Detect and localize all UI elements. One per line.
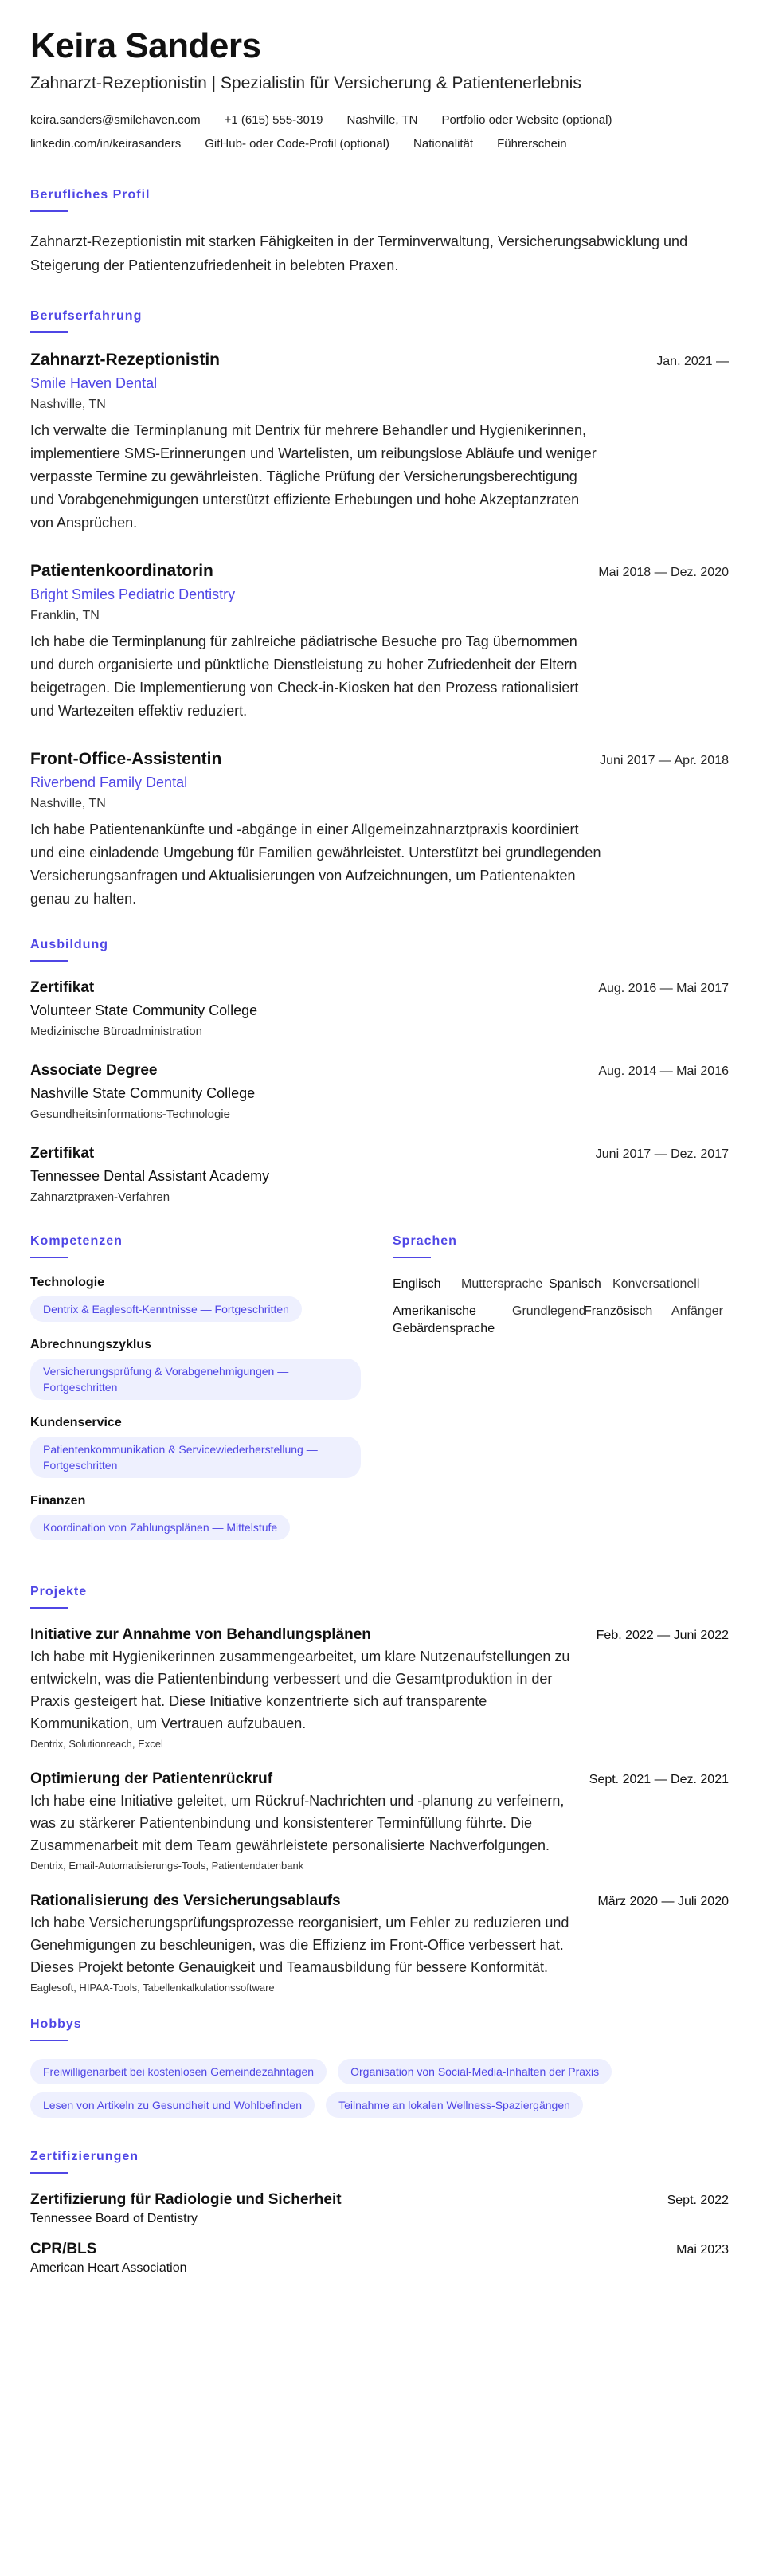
language-name: Englisch (393, 1277, 441, 1291)
education-dates: Aug. 2016 — Mai 2017 (598, 982, 729, 995)
skills-section (30, 1234, 361, 1556)
job-entry (30, 351, 729, 535)
certification-issuer: Tennessee Board of Dentistry (30, 2212, 198, 2225)
skill-pill: Koordination von Zahlungsplänen — Mittelstufe (30, 1515, 290, 1540)
job-description: Ich verwalte die Terminplanung mit Dentrix für mehrere Behandler und Hygienikerinnen, implementiere SMS-Erinnerungen und Wartelisten, um reibungslose Abläufe und weniger verpasste Termine zu gewährleisten. Tägliche Prüfung der Versicherungsberechtigung und Vorabgenehmigungen unterstützt effiziente Erhebungen und hohe Akzeptanzraten von Ansprüchen. (30, 422, 597, 531)
section-divider (30, 1257, 68, 1258)
contact-row-2 (30, 132, 729, 156)
education-entry (30, 1145, 729, 1207)
linkedin-link[interactable]: linkedin.com/in/keirasanders (30, 137, 182, 151)
certifications-section (30, 2150, 729, 2276)
job-company: Riverbend Family Dental (30, 774, 188, 790)
education-field: Zahnarztpraxen-Verfahren (30, 1190, 170, 1204)
job-title: Front-Office-Assistentin (30, 750, 222, 768)
job-location: Nashville, TN (30, 398, 106, 411)
section-divider (30, 1607, 68, 1609)
education-dates: Aug. 2014 — Mai 2016 (598, 1065, 729, 1078)
skill-category: Kundenservice (30, 1416, 122, 1429)
language-level: Konversationell (612, 1277, 700, 1291)
education-degree: Associate Degree (30, 1062, 158, 1079)
education-entry (30, 979, 729, 1041)
job-location: Franklin, TN (30, 609, 100, 622)
section-title: Berufserfahrung (30, 309, 143, 323)
skill-pill: Dentrix & Eaglesoft-Kenntnisse — Fortgeschritten (30, 1296, 302, 1322)
hobby-pill: Teilnahme an lokalen Wellness-Spaziergängen (326, 2092, 583, 2118)
job-company: Bright Smiles Pediatric Dentistry (30, 586, 236, 602)
project-description: Ich habe eine Initiative geleitet, um Rückruf-Nachrichten und -planung zu verfeinern, was zu stärkerer Patientenbindung und konsistenterer Terminfüllung führte. Die Zusammenarbeit mit dem Team gewährleistete personalisierte Nachverfolgungen. (30, 1793, 565, 1853)
project-name: Rationalisierung des Versicherungsablaufs (30, 1892, 341, 1909)
project-entry (30, 1626, 729, 1750)
github-link[interactable]: GitHub- oder Code-Profil (optional) (205, 137, 390, 151)
project-description: Ich habe mit Hygienikerinnen zusammengearbeitet, um klare Nutzenaufstellungen zu entwickeln, was die Patientenbindung verbessert und die Gesamtproduktion in der Praxis gesteigert hat. Diese Initiative konzentrierte sich auf transparente Kommunikation, um Vertrauen aufzubauen. (30, 1649, 570, 1731)
resume-header (30, 25, 729, 156)
job-dates: Mai 2018 — Dez. 2020 (598, 566, 729, 579)
project-name: Optimierung der Patientenrückruf (30, 1770, 273, 1787)
section-title: Zertifizierungen (30, 2150, 139, 2163)
skill-group (30, 1338, 361, 1400)
job-entry (30, 562, 729, 723)
job-description: Ich habe die Terminplanung für zahlreiche pädiatrische Besuche pro Tag übernommen und durch organisierte und pünktliche Dienstleistung zu hoher Zufriedenheit der Eltern beigetragen. Die Implementierung von Check-in-Kiosken hat den Prozess rationalisiert und Wartezeiten effektiv reduziert. (30, 633, 579, 719)
nationality-field: Nationalität (413, 137, 474, 151)
section-title: Kompetenzen (30, 1234, 123, 1248)
education-degree: Zertifikat (30, 979, 95, 996)
certification-date: Mai 2023 (676, 2243, 729, 2256)
section-title: Ausbildung (30, 938, 108, 951)
skill-category: Technologie (30, 1276, 105, 1289)
project-dates: Feb. 2022 — Juni 2022 (596, 1629, 729, 1642)
portfolio-link[interactable]: Portfolio oder Website (optional) (441, 113, 612, 127)
education-section (30, 938, 729, 1207)
project-entry (30, 1892, 729, 1994)
education-entry (30, 1062, 729, 1124)
candidate-headline: Zahnarzt-Rezeptionistin | Spezialistin für Versicherung & Patientenerlebnis (30, 74, 581, 92)
skill-group (30, 1416, 361, 1478)
education-school: Volunteer State Community College (30, 1002, 258, 1018)
languages-section (393, 1234, 727, 1556)
contact-row-1 (30, 108, 729, 132)
project-tools: Dentrix, Email-Automatisierungs-Tools, Patientendatenbank (30, 1860, 304, 1872)
education-dates: Juni 2017 — Dez. 2017 (595, 1147, 729, 1161)
education-school: Nashville State Community College (30, 1085, 256, 1101)
job-company: Smile Haven Dental (30, 375, 158, 391)
skill-category: Abrechnungszyklus (30, 1338, 152, 1351)
section-title: Berufliches Profil (30, 188, 151, 202)
certification-name: CPR/BLS (30, 2241, 97, 2257)
job-dates: Juni 2017 — Apr. 2018 (600, 754, 729, 767)
skill-group (30, 1494, 361, 1540)
language-row (393, 1303, 727, 1338)
education-school: Tennessee Dental Assistant Academy (30, 1168, 270, 1184)
job-title: Zahnarzt-Rezeptionistin (30, 351, 221, 369)
job-entry (30, 750, 729, 911)
section-divider (30, 331, 68, 333)
profile-section (30, 188, 729, 277)
hobby-pill: Lesen von Artikeln zu Gesundheit und Wohlbefinden (30, 2092, 315, 2118)
job-title: Patientenkoordinatorin (30, 562, 213, 580)
language-row (393, 1276, 727, 1293)
skill-pill: Versicherungsprüfung & Vorabgenehmigungen — Fortgeschritten (30, 1359, 361, 1400)
language-name: Spanisch (549, 1277, 601, 1291)
project-tools: Eaglesoft, HIPAA-Tools, Tabellenkalkulationssoftware (30, 1982, 275, 1994)
candidate-name: Keira Sanders (30, 26, 261, 65)
projects-section (30, 1585, 729, 1994)
job-location: Nashville, TN (30, 797, 106, 810)
section-title: Projekte (30, 1585, 88, 1598)
project-tools: Dentrix, Solutionreach, Excel (30, 1738, 163, 1750)
drivers-license-field: Führerschein (497, 137, 567, 151)
certification-entry (30, 2191, 729, 2226)
experience-section (30, 309, 729, 911)
education-field: Medizinische Büroadministration (30, 1025, 202, 1038)
contact-info (30, 108, 729, 156)
project-dates: Sept. 2021 — Dez. 2021 (589, 1773, 729, 1786)
section-divider (393, 1257, 431, 1258)
section-divider (30, 2172, 68, 2174)
hobbies-section (30, 2017, 729, 2118)
education-field: Gesundheitsinformations-Technologie (30, 1108, 230, 1121)
project-entry (30, 1770, 729, 1872)
language-name: Französisch (584, 1304, 653, 1318)
certification-date: Sept. 2022 (667, 2194, 729, 2207)
project-name: Initiative zur Annahme von Behandlungsplänen (30, 1626, 371, 1643)
hobby-list (30, 2059, 667, 2118)
skill-group (30, 1276, 361, 1322)
phone-contact[interactable]: +1 (615) 555-3019 (224, 113, 323, 127)
section-divider (30, 2040, 68, 2041)
certification-name: Zertifizierung für Radiologie und Sicherheit (30, 2191, 342, 2208)
job-description: Ich habe Patientenankünfte und -abgänge in einer Allgemeinzahnarztpraxis koordiniert und eine einladende Umgebung für Familien gewährleistet. Unterstützt bei grundlegenden Versicherungsanfragen und Aktualisierungen von Aufzeichnungen, um Patientenakten genau zu halten. (30, 821, 601, 907)
section-title: Sprachen (393, 1234, 457, 1248)
skill-category: Finanzen (30, 1494, 86, 1508)
language-level: Grundlegend (512, 1304, 586, 1318)
language-level: Muttersprache (461, 1277, 543, 1291)
certification-issuer: American Heart Association (30, 2261, 187, 2275)
skills-languages-row (30, 1234, 729, 1556)
section-divider (30, 210, 68, 212)
project-description: Ich habe Versicherungsprüfungsprozesse reorganisiert, um Fehler zu reduzieren und Genehmigungen zu beschleunigen, was die Effizienz im Front-Office verbessert hat. Dieses Projekt betonte Genauigkeit und Teamausbildung für bessere Konformität. (30, 1915, 569, 1975)
section-title: Hobbys (30, 2017, 82, 2031)
project-dates: März 2020 — Juli 2020 (597, 1895, 729, 1908)
email-contact[interactable]: keira.sanders@smilehaven.com (30, 113, 201, 127)
location-contact: Nashville, TN (346, 113, 418, 127)
hobby-pill: Organisation von Social-Media-Inhalten der Praxis (338, 2059, 612, 2084)
certification-entry (30, 2241, 729, 2276)
education-degree: Zertifikat (30, 1145, 95, 1162)
language-name: Amerikanische Gebärdensprache (393, 1304, 495, 1335)
profile-summary: Zahnarzt-Rezeptionistin mit starken Fähigkeiten in der Terminverwaltung, Versicherungsabwicklung und Steigerung der Patientenzufriedenheit in belebten Praxen. (30, 233, 688, 273)
skill-pill: Patientenkommunikation & Servicewiederherstellung — Fortgeschritten (30, 1437, 361, 1478)
section-divider (30, 960, 68, 962)
language-level: Anfänger (671, 1304, 723, 1318)
job-dates: Jan. 2021 — (656, 355, 729, 368)
hobby-pill: Freiwilligenarbeit bei kostenlosen Gemeindezahntagen (30, 2059, 327, 2084)
